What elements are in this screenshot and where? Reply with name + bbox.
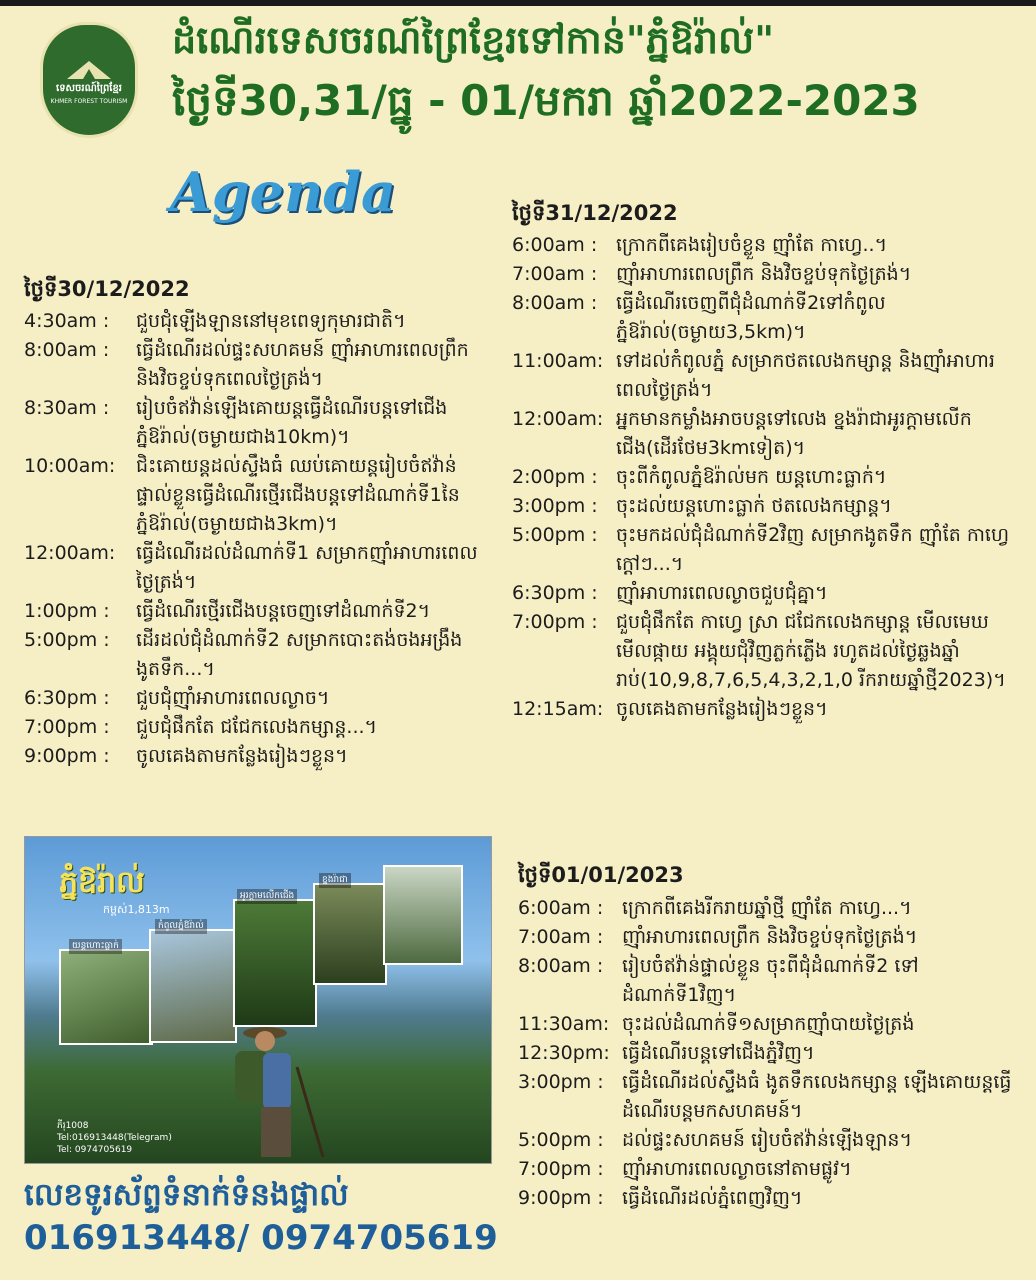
schedule-time: 7:00pm :: [518, 1158, 604, 1180]
schedule-description: ធ្វើដំណើរដល់ផ្ទះសហគមន៍ ញ៉ាំអាហារពេលព្រឹក និងវិចខ្ចប់ទុកពេលថ្ងៃត្រង់។: [136, 339, 469, 390]
schedule-time: 8:00am :: [518, 955, 604, 977]
tent-icon: [65, 59, 113, 81]
schedule-description: ចុះដល់យន្តហោះធ្លាក់ ថតលេងកម្សាន្ត។: [616, 495, 892, 517]
schedule-description: ញ៉ាំអាហារពេលល្ងាចជួបជុំគ្នា។: [616, 582, 828, 604]
schedule-time: 5:00pm :: [24, 629, 110, 651]
day2-schedule: [512, 231, 1012, 724]
schedule-item: [518, 952, 1014, 1010]
photo-elevation: កម្ពស់1,813m: [103, 903, 170, 916]
day1-schedule: [24, 307, 484, 771]
logo-subtext: KHMER FOREST TOURISM: [50, 98, 128, 105]
day3-heading: ថ្ងៃទី01/01/2023: [518, 863, 684, 887]
photo-contact-tel1: Tel:016913448(Telegram): [57, 1133, 172, 1143]
schedule-item: [518, 1039, 1014, 1068]
schedule-description: ចុះដល់ដំណាក់ទី១សម្រាកញ៉ាំបាយថ្ងៃត្រង់: [622, 1013, 915, 1035]
schedule-time: 7:00am :: [512, 263, 598, 285]
schedule-time: 8:30am :: [24, 397, 110, 419]
agenda-heading: Agenda: [170, 160, 397, 224]
schedule-item: [24, 307, 484, 336]
schedule-item: [518, 1126, 1014, 1155]
photo-label: កំពូលភ្នំឱរ៉ាល់: [155, 919, 207, 934]
schedule-description: អ្នកមានកម្លាំងអាចបន្តទៅលេង ខ្នងរ៉ាជាអូរក្ដាមលើកជើង(ដើរថែម3kmទៀត)។: [616, 408, 972, 459]
schedule-item: [512, 492, 1012, 521]
schedule-item: [518, 1068, 1014, 1126]
schedule-item: [24, 626, 484, 684]
schedule-item: [512, 463, 1012, 492]
schedule-item: [518, 894, 1014, 923]
schedule-description: ចូលគេងតាមកន្លែងរៀងៗខ្លួន។: [136, 745, 348, 767]
schedule-description: ធ្វើដំណើរដល់ស្ទឹងធំ ងូតទឹកលេងកម្សាន្ត ឡើងគោយន្តធ្វើដំណើរបន្តមកសហគមន៍។: [622, 1071, 1012, 1122]
photo-thumb-ridge: [313, 883, 387, 985]
logo-text: ទេសចរណ៍ព្រៃខ្មែរ: [56, 83, 122, 94]
schedule-description: ជួបជុំផឹកតែ កាហ្វេ ស្រា ជជែកលេងកម្សាន្ត មើលមេឃ មើលផ្កាយ អង្គុយជុំវិញភ្លក់ភ្លើង រហូតដល់ថ្ងៃឆ្លងឆ្នាំរាប់(10,9,8,7,6,5,4,3,2,1,0 រីករាយឆ្នាំថ្មី2023)។: [616, 611, 1006, 691]
photo-thumb-waterfall-crash: [59, 949, 153, 1045]
photo-thumb-stream: [233, 899, 317, 1027]
hiker-figure: [205, 1017, 325, 1157]
schedule-time: 1:00pm :: [24, 600, 110, 622]
schedule-description: ទៅដល់កំពូលភ្នំ សម្រាកថតលេងកម្សាន្ត និងញ៉ាំអាហារពេលថ្ងៃត្រង់។: [616, 350, 995, 401]
schedule-description: រៀបចំឥវ៉ាន់ឡើងគោយន្តធ្វើដំណើរបន្តទៅជើងភ្នំឱរ៉ាល់(ចម្ងាយជាង10km)។: [136, 397, 448, 448]
schedule-item: [512, 608, 1012, 695]
schedule-time: 11:30am:: [518, 1013, 610, 1035]
schedule-description: ញ៉ាំអាហារពេលល្ងាចនៅតាមផ្លូវ។: [622, 1158, 852, 1180]
photo-label: យន្តហោះធ្លាក់: [69, 939, 122, 954]
schedule-item: [512, 289, 1012, 347]
schedule-description: រៀបចំឥវ៉ាន់ផ្ទាល់ខ្លួន ចុះពីជុំដំណាក់ទី2 ទៅដំណាក់ទី1វិញ។: [622, 955, 919, 1006]
schedule-item: [518, 1184, 1014, 1213]
schedule-item: [24, 742, 484, 771]
schedule-time: 9:00pm :: [518, 1187, 604, 1209]
photo-contact-name: ភីរុ1008: [57, 1121, 89, 1131]
top-border: [0, 0, 1036, 6]
schedule-time: 6:00am :: [512, 234, 598, 256]
schedule-time: 5:00pm :: [518, 1129, 604, 1151]
photo-thumb-forest: [383, 865, 463, 965]
photo-label: អូរក្ដាមលើកជើង: [237, 889, 297, 904]
day3-schedule: [518, 894, 1014, 1213]
logo: [40, 22, 138, 138]
schedule-time: 9:00pm :: [24, 745, 110, 767]
schedule-description: ជួបជុំញ៉ាំអាហារពេលល្ងាច។: [136, 687, 330, 709]
schedule-time: 6:30pm :: [512, 582, 598, 604]
schedule-item: [512, 521, 1012, 579]
contact-label: លេខទូរស័ព្ទទំនាក់ទំនងផ្ទាល់: [24, 1177, 349, 1213]
schedule-time: 8:00am :: [24, 339, 110, 361]
schedule-time: 6:30pm :: [24, 687, 110, 709]
schedule-time: 10:00am:: [24, 455, 116, 477]
day1-heading: ថ្ងៃទី30/12/2022: [24, 277, 190, 301]
schedule-item: [512, 695, 1012, 724]
page-title: ដំណើរទេសចរណ៍ព្រៃខ្មែរទៅកាន់"ភ្នំឱរ៉ាល់": [172, 18, 774, 62]
schedule-item: [512, 347, 1012, 405]
trip-photo-collage: [24, 836, 492, 1164]
schedule-description: ក្រោកពីគេងរៀបចំខ្លួន ញ៉ាំតែ កាហ្វេ..។: [616, 234, 888, 256]
schedule-item: [518, 1010, 1014, 1039]
photo-title: ភ្នំឱរ៉ាល់: [59, 865, 145, 900]
schedule-item: [512, 579, 1012, 608]
contact-phone-numbers: 016913448/ 0974705619: [24, 1218, 498, 1258]
schedule-description: ញ៉ាំអាហារពេលព្រឹក និងវិចខ្ចប់ទុកថ្ងៃត្រង់។: [616, 263, 912, 285]
photo-label: ខ្នងរ៉ាជា: [319, 873, 351, 888]
schedule-time: 3:00pm :: [518, 1071, 604, 1093]
schedule-time: 12:00am:: [24, 542, 116, 564]
schedule-item: [24, 713, 484, 742]
schedule-item: [24, 597, 484, 626]
schedule-description: ធ្វើដំណើរបន្តទៅជើងភ្នំវិញ។: [622, 1042, 815, 1064]
schedule-description: ធ្វើដំណើរដល់ដំណាក់ទី1 សម្រាកញ៉ាំអាហារពេលថ្ងៃត្រង់។: [136, 542, 478, 593]
schedule-time: 7:00pm :: [512, 611, 598, 633]
schedule-item: [512, 405, 1012, 463]
schedule-description: ជួបជុំឡើងឡាននៅមុខពេទ្យកុមារជាតិ។: [136, 310, 406, 332]
schedule-item: [512, 260, 1012, 289]
schedule-description: ធ្វើដំណើរដល់ភ្នំពេញវិញ។: [622, 1187, 803, 1209]
schedule-item: [518, 1155, 1014, 1184]
schedule-description: ក្រោកពីគេងរីករាយឆ្នាំថ្មី ញ៉ាំតែ កាហ្វេ...។: [622, 897, 912, 919]
schedule-time: 8:00am :: [512, 292, 598, 314]
schedule-time: 6:00am :: [518, 897, 604, 919]
schedule-time: 7:00pm :: [24, 716, 110, 738]
schedule-description: ដើរដល់ជុំដំណាក់ទី2 សម្រាកបោះតង់ចងអង្រឹង ងូតទឹក...។: [136, 629, 463, 680]
schedule-time: 7:00am :: [518, 926, 604, 948]
schedule-description: ជិះគោយន្តដល់ស្ទឹងធំ ឈប់គោយន្តរៀបចំឥវ៉ាន់ផ្ទាល់ខ្លួនធ្វើដំណើរថ្មើរជើងបន្តទៅដំណាក់ទី1នៃភ្នំឱរ៉ាល់(ចម្ងាយជាង3km)។: [136, 455, 460, 535]
schedule-item: [24, 684, 484, 713]
schedule-time: 11:00am:: [512, 350, 604, 372]
schedule-description: ធ្វើដំណើរចេញពីជុំដំណាក់ទី2ទៅកំពូលភ្នំឱរ៉ាល់(ចម្ងាយ3,5km)។: [616, 292, 886, 343]
schedule-item: [24, 539, 484, 597]
schedule-description: ជួបជុំផឹកតែ ជជែកលេងកម្សាន្ត...។: [136, 716, 378, 738]
schedule-item: [24, 452, 484, 539]
schedule-description: ដល់ផ្ទះសហគមន៍ រៀបចំឥវ៉ាន់ឡើងឡាន។: [622, 1129, 913, 1151]
schedule-time: 5:00pm :: [512, 524, 598, 546]
schedule-description: ចូលគេងតាមកន្លែងរៀងៗខ្លួន។: [616, 698, 828, 720]
schedule-description: ញ៉ាំអាហារពេលព្រឹក និងវិចខ្ចប់ទុកថ្ងៃត្រង់។: [622, 926, 918, 948]
schedule-description: ធ្វើដំណើរថ្មើរជើងបន្តចេញទៅដំណាក់ទី2។: [136, 600, 431, 622]
schedule-time: 2:00pm :: [512, 466, 598, 488]
schedule-item: [512, 231, 1012, 260]
page-subtitle-dates: ថ្ងៃទី30,31/ធ្នូ - 01/មករា ឆ្នាំ2022-2023: [172, 76, 920, 125]
schedule-description: ចុះពីកំពូលភ្នំឱរ៉ាល់មក យន្តហោះធ្លាក់។: [616, 466, 887, 488]
schedule-time: 12:00am:: [512, 408, 604, 430]
schedule-description: ចុះមកដល់ជុំដំណាក់ទី2វិញ សម្រាកងូតទឹក ញ៉ាំតែ កាហ្វេក្ដៅៗ...។: [616, 524, 1010, 575]
schedule-item: [24, 394, 484, 452]
schedule-time: 4:30am :: [24, 310, 110, 332]
schedule-item: [24, 336, 484, 394]
schedule-item: [518, 923, 1014, 952]
schedule-time: 3:00pm :: [512, 495, 598, 517]
day2-heading: ថ្ងៃទី31/12/2022: [512, 201, 678, 225]
photo-contact-tel2: Tel: 0974705619: [57, 1145, 133, 1155]
schedule-time: 12:30pm:: [518, 1042, 610, 1064]
schedule-time: 12:15am:: [512, 698, 604, 720]
